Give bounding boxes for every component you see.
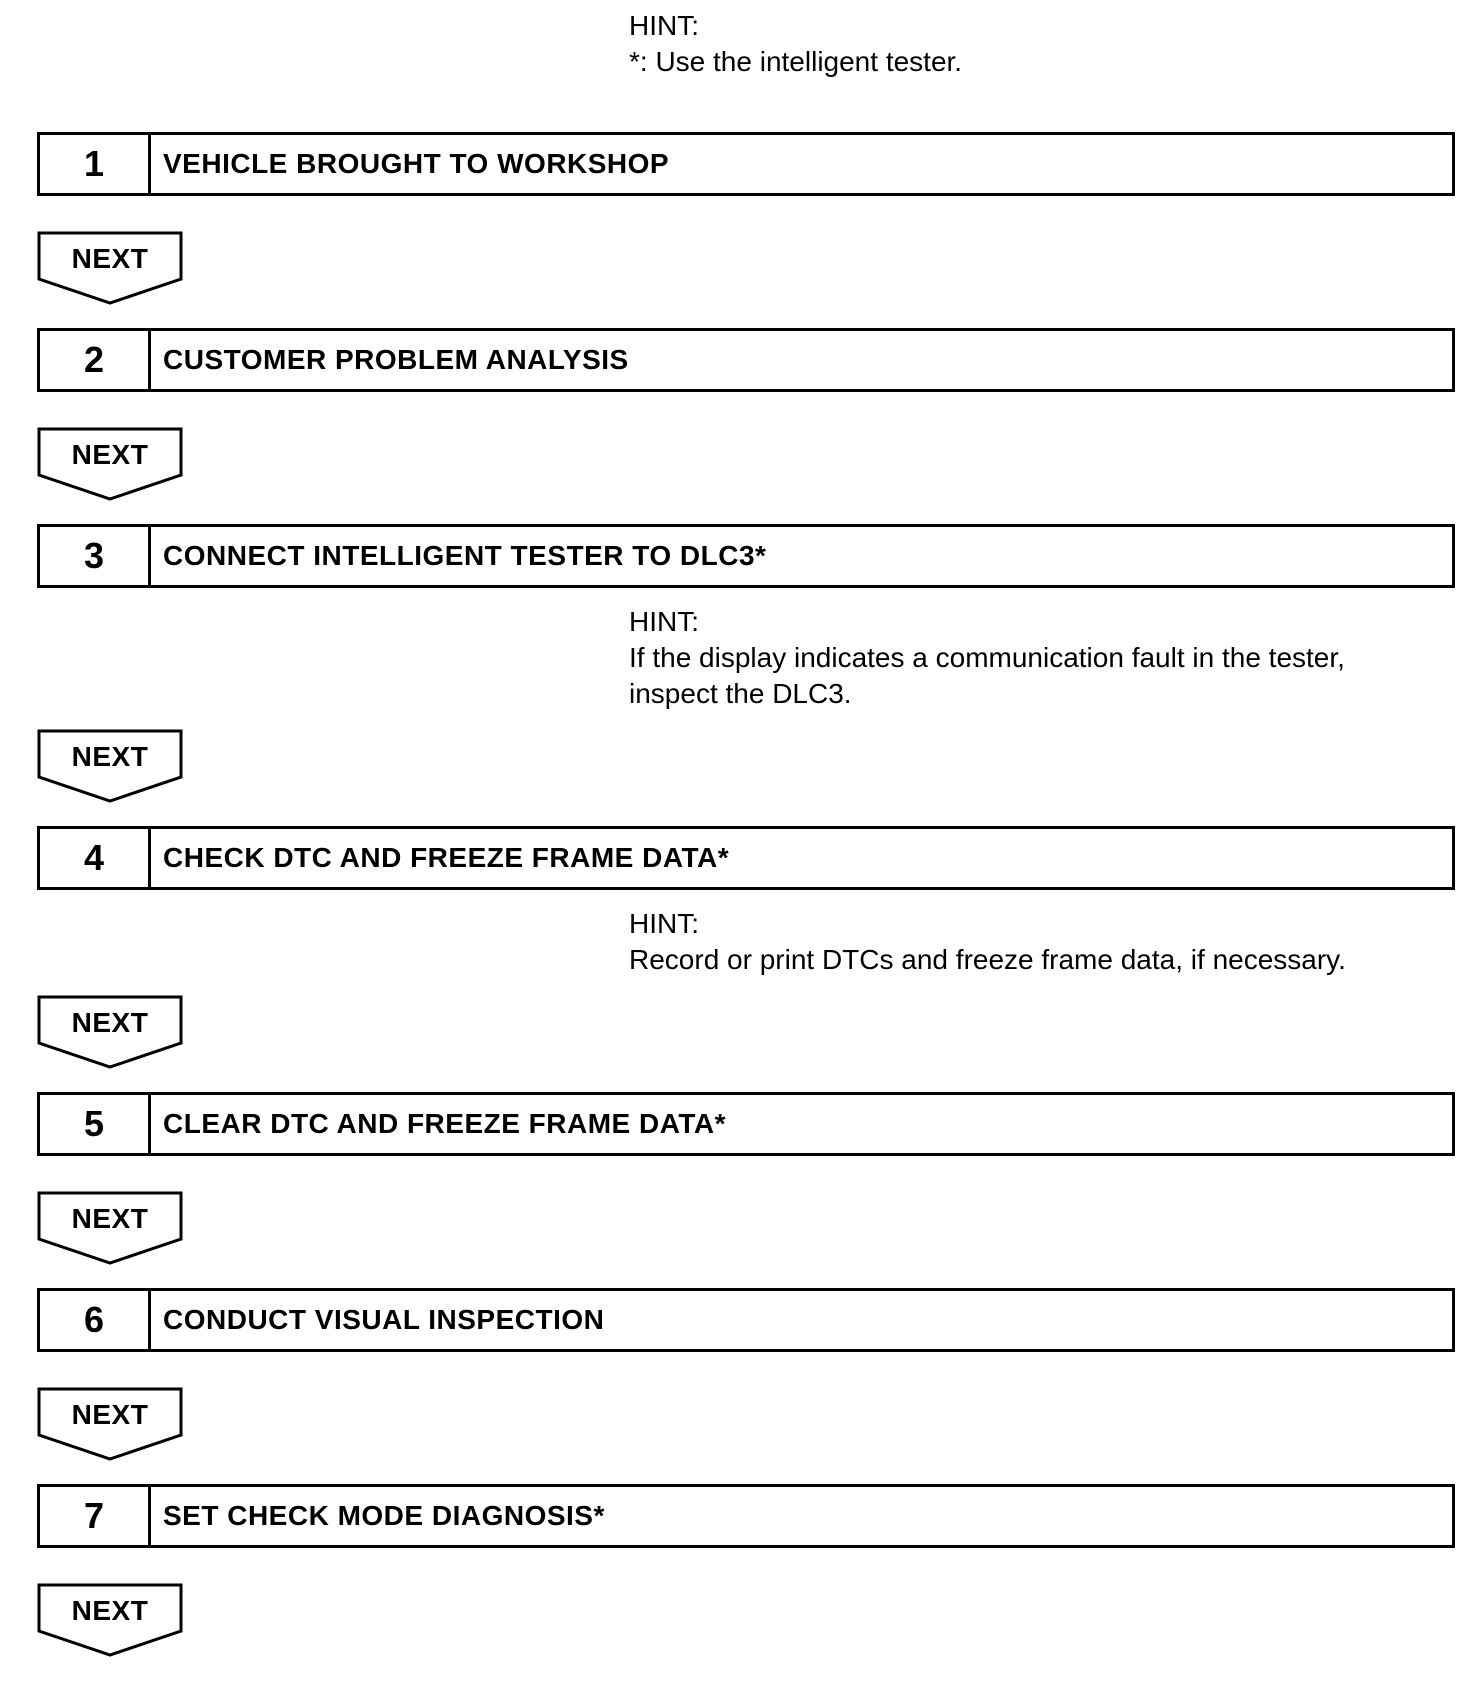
step-3-hint-line1: If the display indicates a communication fault in the tester, xyxy=(629,642,1345,673)
step-7-title: SET CHECK MODE DIAGNOSIS* xyxy=(163,1500,605,1531)
step-4-hint-line1: Record or print DTCs and freeze frame data, if necessary. xyxy=(629,944,1346,975)
step-7-box xyxy=(37,1484,1455,1548)
step-3-hint-label: HINT: xyxy=(629,606,699,637)
next-label-4: NEXT xyxy=(71,1007,149,1038)
next-label-5: NEXT xyxy=(71,1203,149,1234)
step-6-title: CONDUCT VISUAL INSPECTION xyxy=(163,1304,605,1335)
step-3-hint xyxy=(629,604,1345,712)
step-4-hint-label: HINT: xyxy=(629,908,699,939)
next-arrow-6 xyxy=(37,1387,183,1461)
next-arrow-3 xyxy=(37,729,183,803)
step-3-title: CONNECT INTELLIGENT TESTER TO DLC3* xyxy=(163,540,767,571)
step-7-number: 7 xyxy=(40,1487,151,1545)
step-4-hint xyxy=(629,906,1346,978)
step-5-number: 5 xyxy=(40,1095,151,1153)
step-3-number: 3 xyxy=(40,527,151,585)
step-6-number: 6 xyxy=(40,1291,151,1349)
step-4-box xyxy=(37,826,1455,890)
next-label-3: NEXT xyxy=(71,741,149,772)
intro-hint-text: *: Use the intelligent tester. xyxy=(629,46,963,77)
next-arrow-7 xyxy=(37,1583,183,1657)
next-arrow-5 xyxy=(37,1191,183,1265)
step-2-title: CUSTOMER PROBLEM ANALYSIS xyxy=(163,344,629,375)
next-label-2: NEXT xyxy=(71,439,149,470)
step-6-box xyxy=(37,1288,1455,1352)
step-1-title: VEHICLE BROUGHT TO WORKSHOP xyxy=(163,148,670,179)
step-4-number: 4 xyxy=(40,829,151,887)
next-label-1: NEXT xyxy=(71,243,149,274)
step-3-box xyxy=(37,524,1455,588)
step-1-number: 1 xyxy=(40,135,151,193)
next-label-6: NEXT xyxy=(71,1399,149,1430)
step-5-title: CLEAR DTC AND FREEZE FRAME DATA* xyxy=(163,1108,727,1139)
next-arrow-1 xyxy=(37,231,183,305)
step-5-box xyxy=(37,1092,1455,1156)
step-2-box xyxy=(37,328,1455,392)
next-label-7: NEXT xyxy=(71,1595,149,1626)
step-1-box xyxy=(37,132,1455,196)
next-arrow-4 xyxy=(37,995,183,1069)
step-4-title: CHECK DTC AND FREEZE FRAME DATA* xyxy=(163,842,730,873)
intro-hint xyxy=(629,8,962,80)
intro-hint-label: HINT: xyxy=(629,10,699,41)
next-arrow-2 xyxy=(37,427,183,501)
step-2-number: 2 xyxy=(40,331,151,389)
step-3-hint-line2: inspect the DLC3. xyxy=(629,678,852,709)
